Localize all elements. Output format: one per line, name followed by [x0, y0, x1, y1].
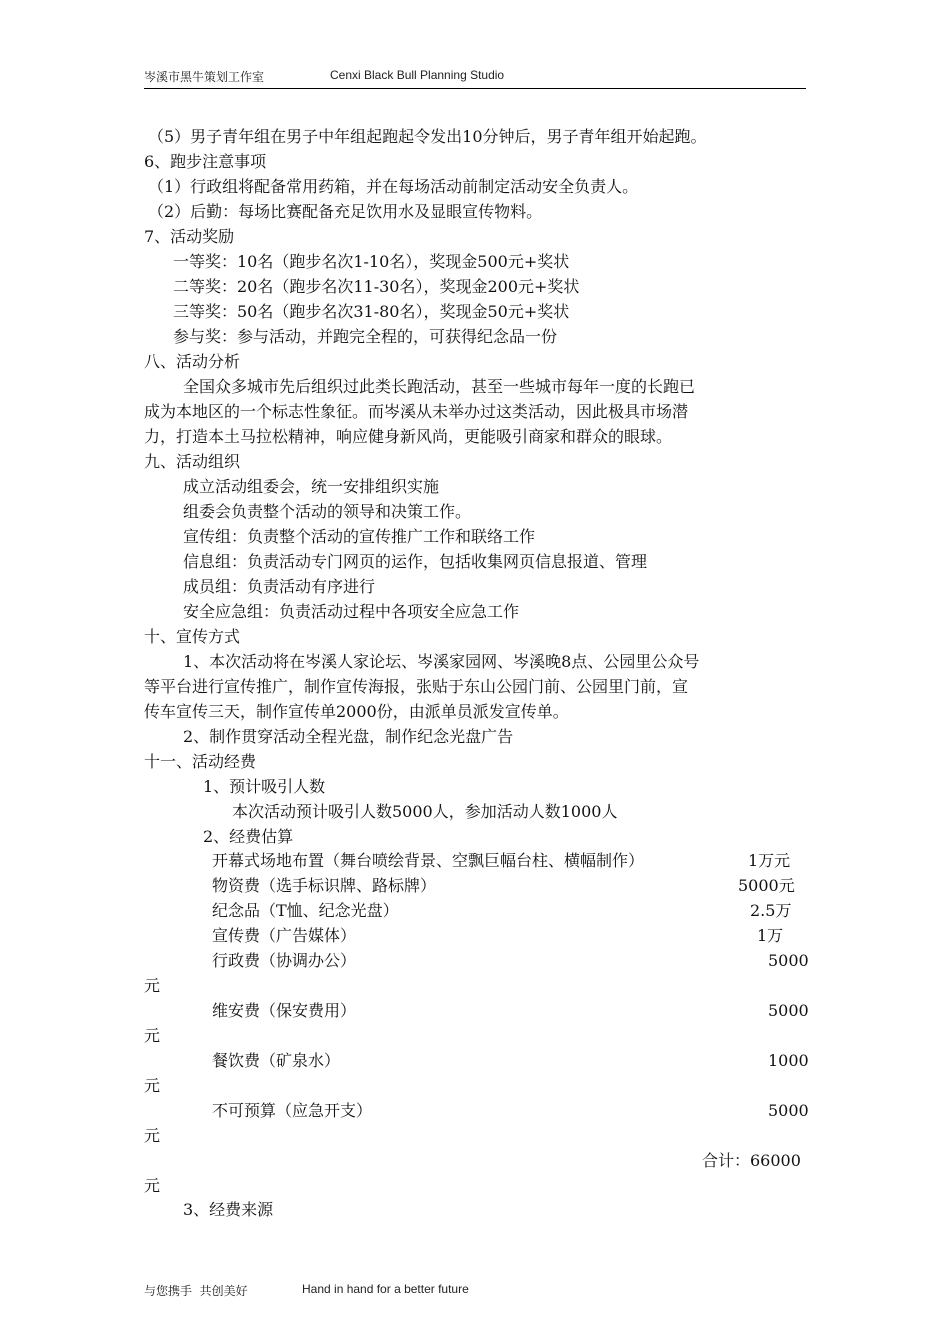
paragraph-line: 组委会负责整个活动的领导和决策工作。: [183, 502, 472, 521]
section-heading: 十一、活动经费: [144, 752, 257, 771]
footer-slogan-cn: 与您携手 共创美好: [144, 1284, 248, 1298]
budget-amount: 5000: [768, 1101, 809, 1120]
paragraph-line: 本次活动预计吸引人数5000人，参加活动人数1000人: [232, 802, 618, 821]
header-studio-en: Cenxi Black Bull Planning Studio: [330, 68, 505, 82]
paragraph-line: 成员组：负责活动有序进行: [183, 577, 376, 596]
paragraph-line: 全国众多城市先后组织过此类长跑活动，甚至一些城市每年一度的长跑已: [183, 377, 696, 396]
paragraph-line: （1）行政组将配备常用药箱，并在每场活动前制定活动安全负责人。: [148, 177, 639, 196]
sub-heading: 2、经费估算: [203, 827, 294, 846]
paragraph-line: 力，打造本土马拉松精神，响应健身新风尚，更能吸引商家和群众的眼球。: [144, 427, 673, 446]
paragraph-line: （2）后勤：每场比赛配备充足饮用水及显眼宣传物料。: [148, 202, 543, 221]
section-heading: 八、活动分析: [144, 352, 241, 371]
award-line: 参与奖：参与活动，并跑完全程的，可获得纪念品一份: [173, 327, 558, 346]
paragraph-line: 成立活动组委会，统一安排组织实施: [183, 477, 440, 496]
budget-amount-wrap: 元: [144, 1076, 161, 1095]
budget-total-wrap: 元: [144, 1176, 161, 1195]
paragraph-line: 1、本次活动将在岑溪人家论坛、岑溪家园网、岑溪晚8点、公园里公众号: [183, 652, 700, 671]
paragraph-line: （5）男子青年组在男子中年组起跑起令发出10分钟后，男子青年组开始起跑。: [148, 127, 707, 146]
footer-slogan-en: Hand in hand for a better future: [302, 1282, 469, 1296]
award-line: 一等奖：10名（跑步名次1-10名），奖现金500元+奖状: [173, 252, 570, 271]
budget-item: 开幕式场地布置（舞台喷绘背景、空飘巨幅台柱、横幅制作）: [212, 851, 645, 870]
paragraph-line: 成为本地区的一个标志性象征。而岑溪从未举办过这类活动，因此极具市场潜: [144, 402, 689, 421]
paragraph-line: 等平台进行宣传推广，制作宣传海报，张贴于东山公园门前、公园里门前，宣: [144, 677, 689, 696]
paragraph-line: 信息组：负责活动专门网页的运作，包括收集网页信息报道、管理: [183, 552, 648, 571]
paragraph-line: 传车宣传三天，制作宣传单2000份，由派单员派发宣传单。: [144, 702, 569, 721]
budget-amount: 2.5万: [750, 901, 792, 920]
budget-item: 餐饮费（矿泉水）: [212, 1051, 341, 1070]
budget-amount-wrap: 元: [144, 1026, 161, 1045]
sub-heading: 3、经费来源: [183, 1200, 274, 1219]
budget-total: 合计：66000: [702, 1151, 801, 1170]
budget-item: 宣传费（广告媒体）: [212, 926, 357, 945]
budget-item: 纪念品（T恤、纪念光盘）: [212, 901, 399, 920]
budget-amount: 1000: [768, 1051, 809, 1070]
header-studio-cn: 岑溪市黑牛策划工作室: [144, 70, 265, 84]
budget-amount: 1万: [757, 926, 784, 945]
section-heading: 6、跑步注意事项: [144, 152, 267, 171]
budget-amount: 1万元: [748, 851, 791, 870]
award-line: 三等奖：50名（跑步名次31-80名），奖现金50元+奖状: [173, 302, 570, 321]
page-header: [144, 68, 806, 89]
budget-item: 不可预算（应急开支）: [212, 1101, 373, 1120]
budget-amount: 5000: [768, 951, 809, 970]
page-footer: [144, 1282, 469, 1299]
budget-amount: 5000: [768, 1001, 809, 1020]
budget-amount-wrap: 元: [144, 976, 161, 995]
award-line: 二等奖：20名（跑步名次11-30名），奖现金200元+奖状: [173, 277, 580, 296]
section-heading: 十、宣传方式: [144, 627, 241, 646]
section-heading: 九、活动组织: [144, 452, 241, 471]
budget-amount: 5000元: [738, 876, 795, 895]
paragraph-line: 2、制作贯穿活动全程光盘，制作纪念光盘广告: [183, 727, 514, 746]
section-heading: 7、活动奖励: [144, 227, 235, 246]
budget-item: 行政费（协调办公）: [212, 951, 357, 970]
sub-heading: 1、预计吸引人数: [203, 777, 326, 796]
paragraph-line: 安全应急组：负责活动过程中各项安全应急工作: [183, 602, 520, 621]
paragraph-line: 宣传组：负责整个活动的宣传推广工作和联络工作: [183, 527, 536, 546]
budget-amount-wrap: 元: [144, 1126, 161, 1145]
budget-item: 维安费（保安费用）: [212, 1001, 357, 1020]
budget-item: 物资费（选手标识牌、路标牌）: [212, 876, 437, 895]
